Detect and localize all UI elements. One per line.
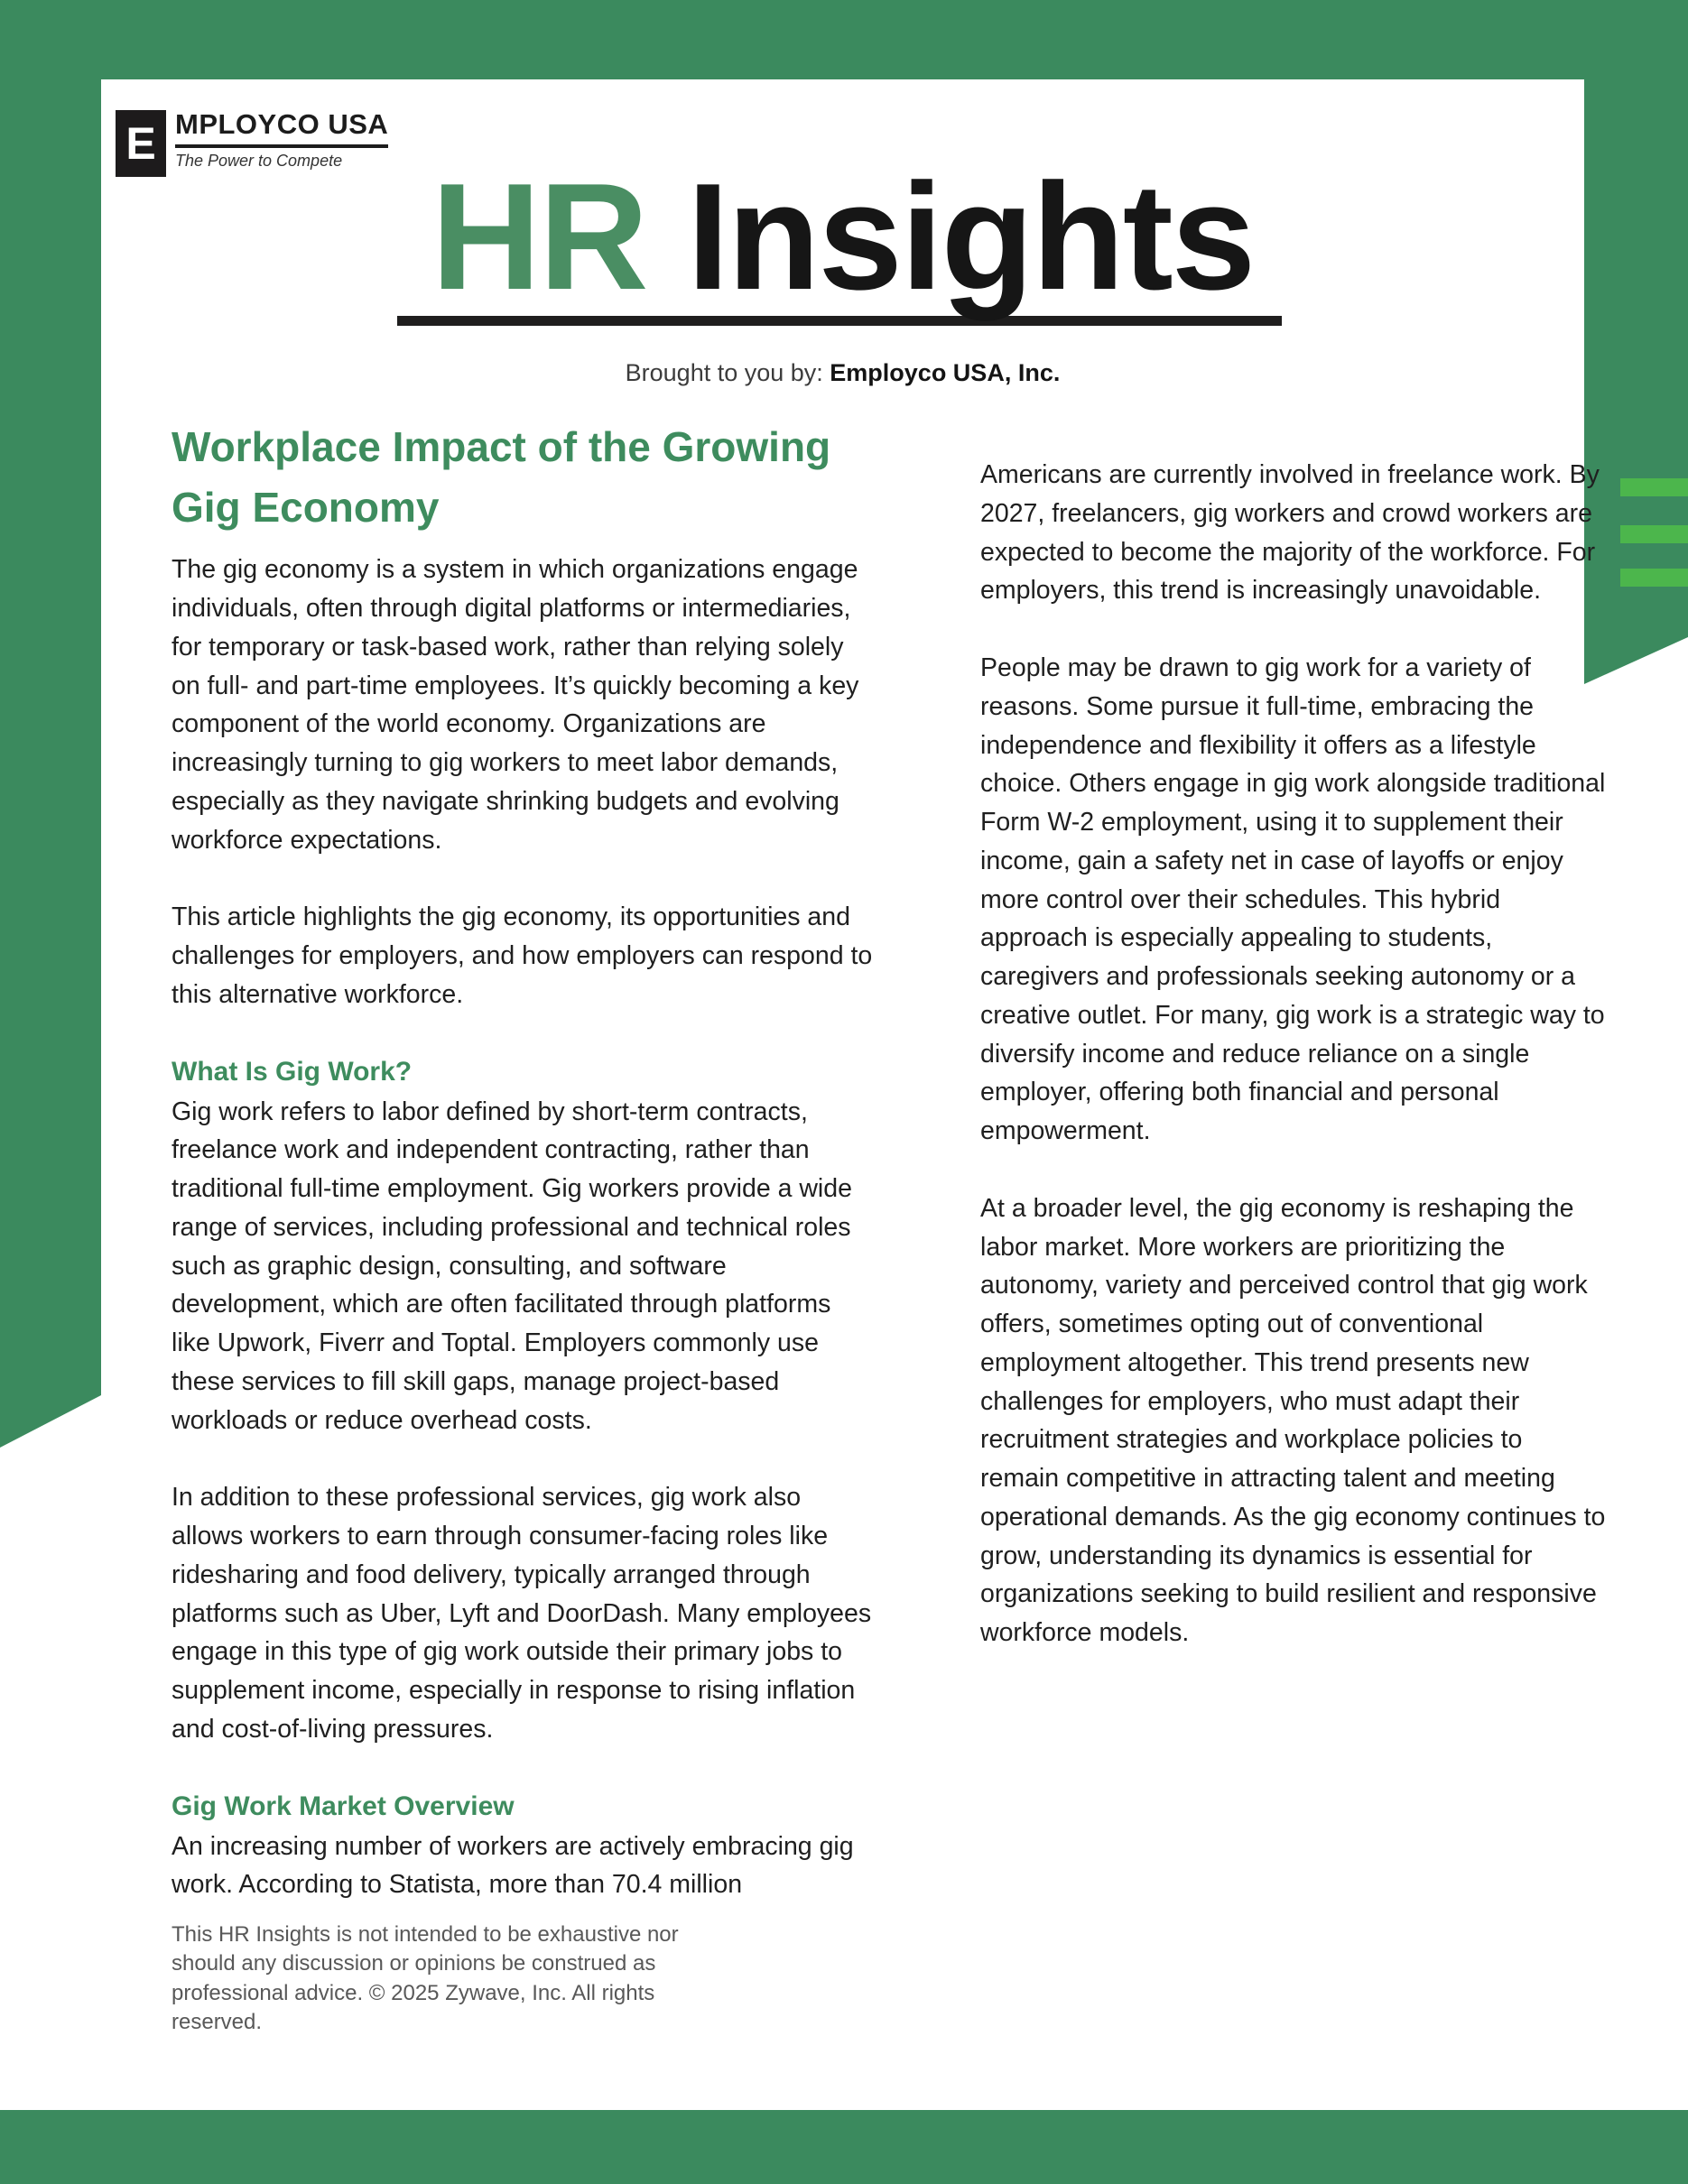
byline-company: Employco USA, Inc.: [830, 359, 1061, 386]
subheading-gig-work-market-overview: Gig Work Market Overview: [172, 1791, 515, 1821]
accent-stripe-1: [1620, 478, 1688, 496]
accent-stripe-2: [1620, 525, 1688, 543]
masthead-title-hr: HR: [431, 152, 647, 321]
logo-tagline: The Power to Compete: [175, 151, 343, 170]
paragraph-market-overview-start: An increasing number of workers are actively embracing gig work. According to Statista, more than 70.4 million: [172, 1831, 854, 1900]
paragraph-gig-work-definition: Gig work refers to labor defined by short-term contracts, freelance work and independent contracting, rather than traditional full-time employment. Gig workers provide a wide range of services, including professional and technical roles such as graphic design, consulting, and software development, which are often facilitated through platforms like Upwork, Fiverr and Toptal. Employers commonly use these services to fill skill gaps, manage project-based workloads or reduce overhead costs.: [172, 1097, 852, 1435]
paragraph-reasons-for-gig-work: People may be drawn to gig work for a variety of reasons. Some pursue it full-time, embracing the independence and flexibility it offers as a lifestyle choice. Others engage in gig work alongside traditional Form W-2 employment, using it to supplement their income, gain a safety net in case of layoffs or enjoy more control over their schedules. This hybrid approach is especially appealing to students, caregivers and professionals seeking autonomy or a creative outlet. For many, gig work is a strategic way to diversify income and reduce reliance on a single employer, offering both financial and personal empowerment.: [980, 653, 1606, 1145]
frame-bottom-bar: [0, 2110, 1688, 2184]
article-headline: Workplace Impact of the Growing Gig Economy: [172, 423, 831, 532]
paragraph-article-scope: This article highlights the gig economy, its opportunities and challenges for employers, and how employers can respond to this alternative workforce.: [172, 902, 873, 1009]
paragraph-freelance-statistics: Americans are currently involved in freelance work. By 2027, freelancers, gig workers and crowd workers are expected to become the majority of the workforce. For employers, this trend is increasingly unavoidable.: [980, 460, 1600, 606]
disclaimer: This HR Insights is not intended to be exhaustive nor should any discussion or opinions be construed as professional advice. © 2025 Zywave, Inc. All rights reserved.: [172, 1922, 679, 2035]
article-left-column: [172, 417, 874, 1943]
logo-letter: E: [125, 118, 156, 169]
paragraph-intro: The gig economy is a system in which organizations engage individuals, often through digital platforms or intermediaries, for temporary or task-based work, rather than relying solely on full- and part-time employees. It’s quickly becoming a key component of the world economy. Organizations are increasingly turning to gig workers to meet labor demands, especially as they navigate shrinking budgets and evolving workforce expectations.: [172, 555, 859, 855]
masthead-title-insights: Insights: [646, 152, 1255, 321]
subheading-what-is-gig-work: What Is Gig Work?: [172, 1056, 413, 1087]
frame-top-bar: [0, 0, 1688, 79]
paragraph-broader-level: At a broader level, the gig economy is reshaping the labor market. More workers are prioritizing the autonomy, variety and perceived control that gig work offers, sometimes opting out of conventional employment altogether. This trend presents new challenges for employers, who must adapt their recruitment strategies and workplace policies to remain competitive in attracting talent and meeting operational demands. As the gig economy continues to grow, understanding its dynamics is essential for organizations seeking to build resilient and responsive workforce models.: [980, 1193, 1606, 1647]
accent-stripe-3: [1620, 569, 1688, 587]
byline: [101, 359, 1584, 387]
paragraph-consumer-facing-roles: In addition to these professional services, gig work also allows workers to earn through consumer-facing roles like ridesharing and food delivery, typically arranged through platforms such as Uber, Lyft and DoorDash. Many employees engage in this type of gig work outside their primary jobs to supplement income, especially in response to rising inflation and cost-of-living pressures.: [172, 1483, 872, 1744]
article-right-column: [980, 456, 1607, 1691]
logo-company-name: MPLOYCO USA: [175, 110, 388, 148]
byline-prefix: Brought to you by:: [625, 359, 830, 386]
frame-left-band: [0, 0, 101, 1448]
